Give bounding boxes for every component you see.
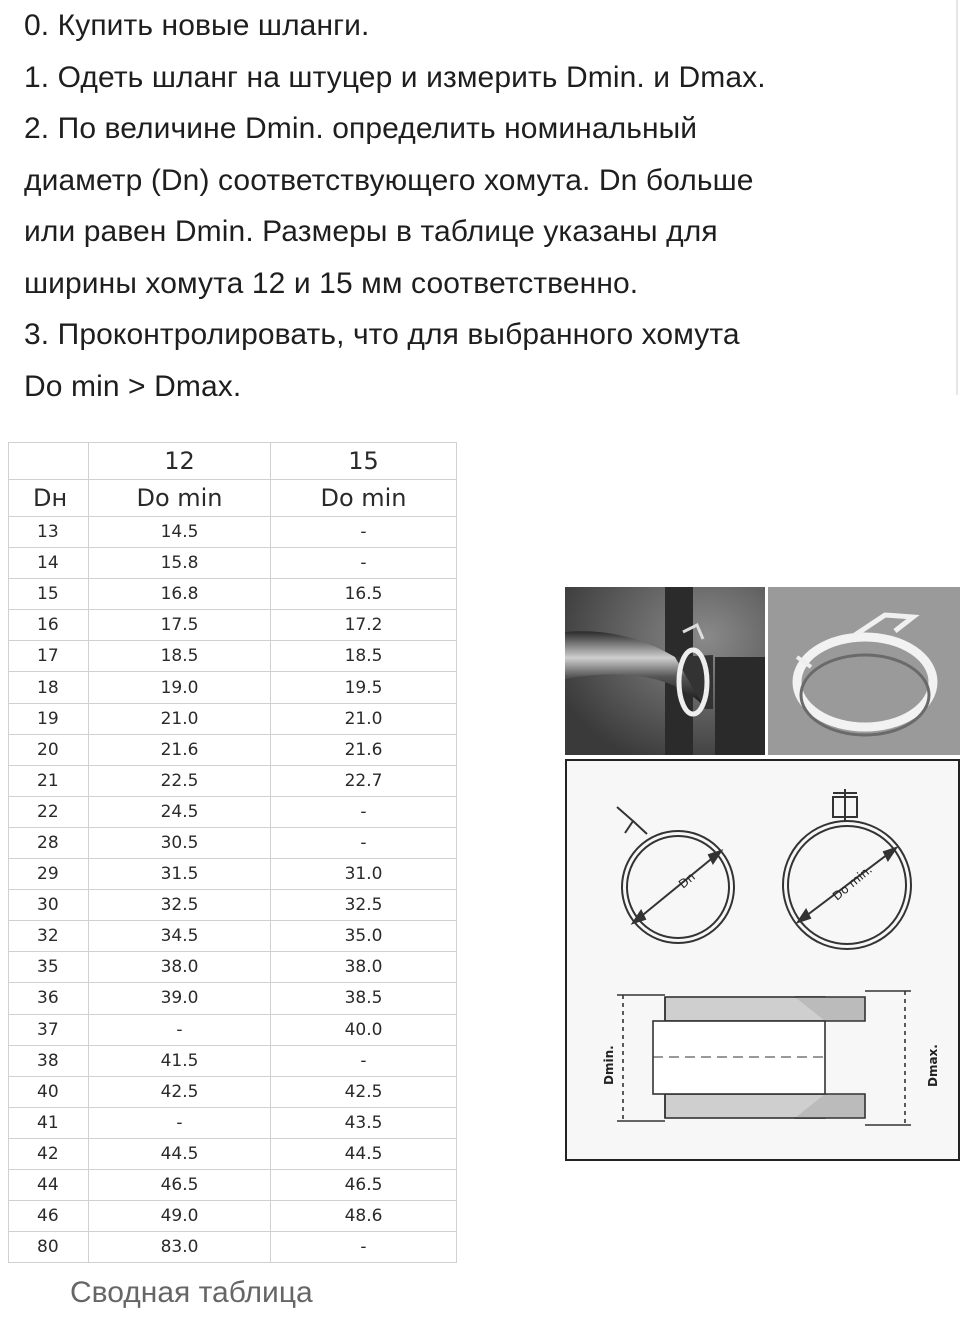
do-min-12-cell: 38.0 [89,952,271,983]
table-column-header-row [9,480,457,517]
table-row [9,703,457,734]
dmax-label: Dmax. [926,1044,940,1087]
do-min-15-cell: 43.5 [271,1107,457,1138]
clamp-diagram [565,759,960,1161]
hose-clamp-photos [565,587,960,755]
table-row [9,579,457,610]
table-header-cell: 15 [271,443,457,480]
do-min-15-cell: 31.0 [271,859,457,890]
dn-cell: 20 [9,734,89,765]
table-header-cell: Dн [9,480,89,517]
dn-cell: 13 [9,517,89,548]
table-row [9,548,457,579]
dn-cell: 19 [9,703,89,734]
do-min-15-cell: 46.5 [271,1169,457,1200]
do-min-15-cell: 48.6 [271,1201,457,1232]
dn-cell: 28 [9,827,89,858]
do-min-15-cell: 32.5 [271,890,457,921]
do-min-12-cell: 30.5 [89,827,271,858]
do-min-12-cell: 49.0 [89,1201,271,1232]
dn-cell: 30 [9,890,89,921]
table-header-cell [9,443,89,480]
domin-label: Do min. [829,862,875,904]
table-row [9,641,457,672]
do-min-12-cell: 19.0 [89,672,271,703]
do-min-15-cell: 44.5 [271,1138,457,1169]
table-row [9,1076,457,1107]
do-min-12-cell: 39.0 [89,983,271,1014]
instruction-line: или равен Dmin. Размеры в таблице указаны для [24,215,718,248]
do-min-12-cell: 21.0 [89,703,271,734]
instruction-line: ширины хомута 12 и 15 мм соответственно. [24,266,639,300]
clamp-size-table-container [8,442,456,1258]
do-min-12-cell: 41.5 [89,1045,271,1076]
table-row [9,1107,457,1138]
do-min-15-cell: - [271,1232,457,1263]
do-min-12-cell: 32.5 [89,890,271,921]
table-row [9,890,457,921]
instruction-line: Do min > Dmax. [24,369,242,403]
instruction-line: 3. Проконтролировать, что для выбранного хомута [24,318,740,351]
do-min-15-cell: 35.0 [271,921,457,952]
do-min-15-cell: 40.0 [271,1014,457,1045]
do-min-15-cell: 17.2 [271,610,457,641]
dn-cell: 21 [9,765,89,796]
table-caption: Сводная таблица [70,1276,313,1309]
dn-cell: 14 [9,548,89,579]
do-min-15-cell: 38.5 [271,983,457,1014]
dn-cell: 18 [9,672,89,703]
do-min-12-cell: 17.5 [89,610,271,641]
do-min-12-cell: - [89,1107,271,1138]
table-row [9,1169,457,1200]
table-row [9,983,457,1014]
table-row [9,765,457,796]
dn-cell: 35 [9,952,89,983]
do-min-15-cell: - [271,548,457,579]
table-header-cell: 12 [89,443,271,480]
dn-cell: 22 [9,796,89,827]
table-header-cell: Do min [89,480,271,517]
do-min-15-cell: 21.0 [271,703,457,734]
dn-cell: 41 [9,1107,89,1138]
dn-cell: 37 [9,1014,89,1045]
table-row [9,734,457,765]
hose-clamp-photo [565,587,765,755]
do-min-15-cell: 18.5 [271,641,457,672]
instruction-line: диаметр (Dn) соответствующего хомута. Dn больше [24,163,754,197]
do-min-12-cell: 15.8 [89,548,271,579]
table-row [9,1138,457,1169]
do-min-12-cell: 31.5 [89,859,271,890]
do-min-15-cell: 19.5 [271,672,457,703]
dn-cell: 16 [9,610,89,641]
dn-cell: 44 [9,1169,89,1200]
table-row [9,952,457,983]
do-min-12-cell: 14.5 [89,517,271,548]
do-min-12-cell: 83.0 [89,1232,271,1263]
dn-cell: 15 [9,579,89,610]
dmin-label: Dmin. [602,1045,616,1085]
do-min-12-cell: 34.5 [89,921,271,952]
dn-cell: 46 [9,1201,89,1232]
do-min-12-cell: - [89,1014,271,1045]
instruction-line: 1. Одеть шланг на штуцер и измерить Dmin. и Dmax. [24,60,766,94]
table-row [9,827,457,858]
table-row [9,610,457,641]
table-row [9,1045,457,1076]
do-min-15-cell: 38.0 [271,952,457,983]
table-width-header-row [9,443,457,480]
instruction-line: 2. По величине Dmin. определить номинальный [24,112,698,145]
table-row [9,672,457,703]
table-row [9,859,457,890]
dn-cell: 36 [9,983,89,1014]
scrollbar[interactable] [956,0,958,395]
do-min-15-cell: 42.5 [271,1076,457,1107]
do-min-12-cell: 16.8 [89,579,271,610]
do-min-12-cell: 42.5 [89,1076,271,1107]
do-min-12-cell: 46.5 [89,1169,271,1200]
do-min-12-cell: 21.6 [89,734,271,765]
table-header-cell: Do min [271,480,457,517]
dn-cell: 32 [9,921,89,952]
do-min-12-cell: 18.5 [89,641,271,672]
do-min-15-cell: - [271,1045,457,1076]
do-min-15-cell: - [271,517,457,548]
do-min-15-cell: 22.7 [271,765,457,796]
dn-cell: 29 [9,859,89,890]
dn-label: Dn [675,869,698,892]
table-row [9,1014,457,1045]
do-min-12-cell: 44.5 [89,1138,271,1169]
dn-cell: 42 [9,1138,89,1169]
instruction-line: 0. Купить новые шланги. [24,9,370,42]
dn-cell: 38 [9,1045,89,1076]
table-row [9,517,457,548]
dn-cell: 80 [9,1232,89,1263]
table-row [9,1201,457,1232]
do-min-15-cell: - [271,796,457,827]
do-min-15-cell: 21.6 [271,734,457,765]
clamp-size-table [8,442,457,1263]
table-row [9,1232,457,1263]
table-row [9,796,457,827]
clamp-photo [768,587,960,755]
table-row [9,921,457,952]
do-min-15-cell: - [271,827,457,858]
instructions [24,0,944,412]
do-min-12-cell: 22.5 [89,765,271,796]
do-min-15-cell: 16.5 [271,579,457,610]
do-min-12-cell: 24.5 [89,796,271,827]
dn-cell: 40 [9,1076,89,1107]
dn-cell: 17 [9,641,89,672]
